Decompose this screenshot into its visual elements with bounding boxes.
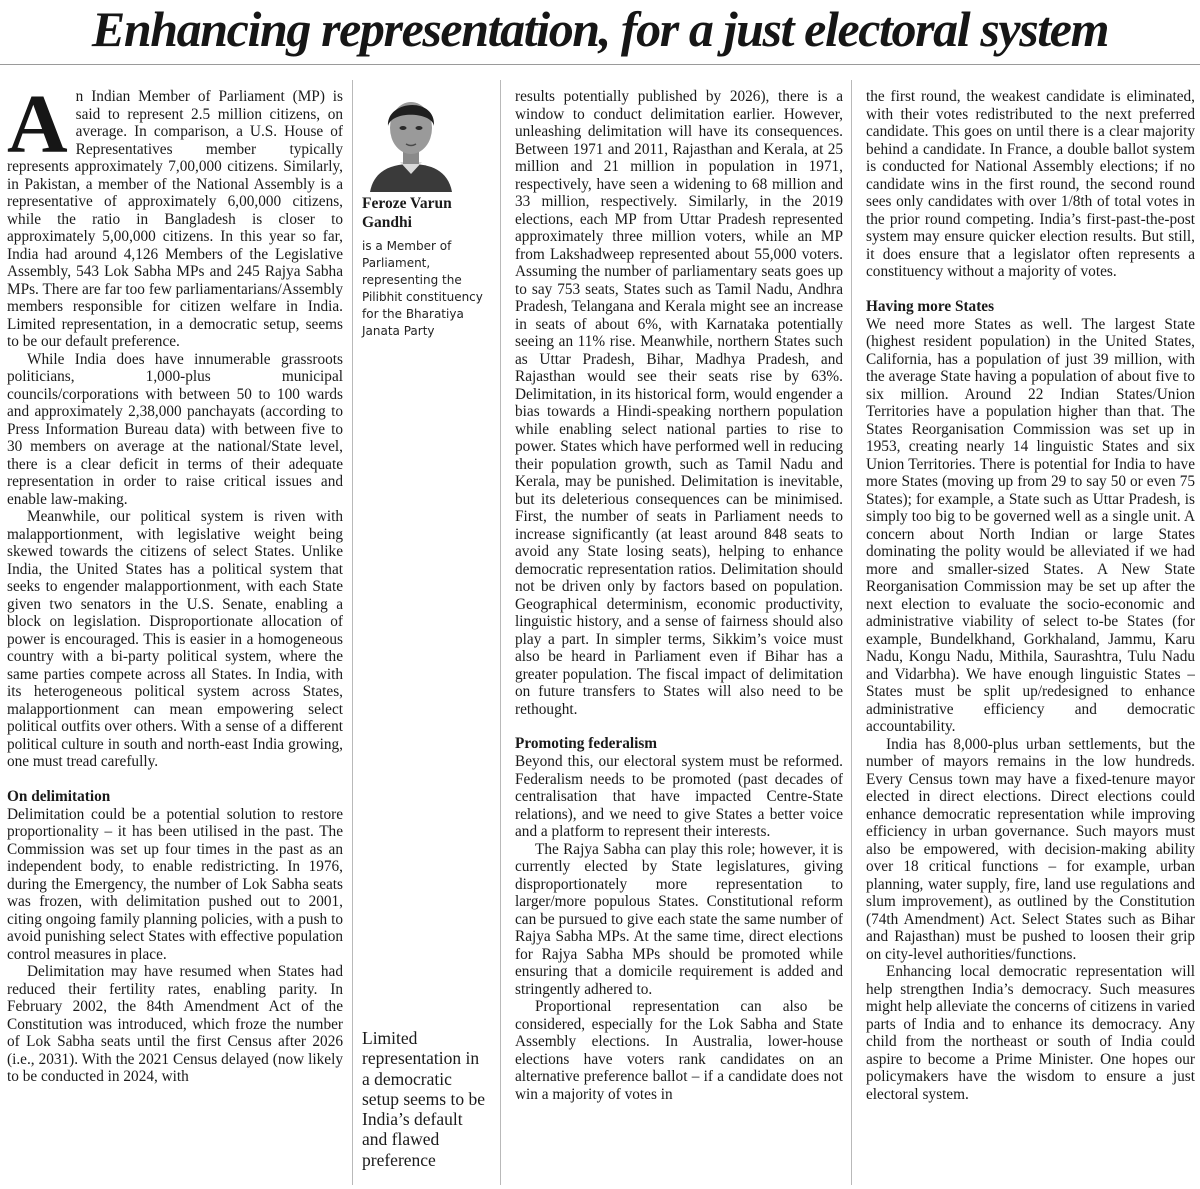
paragraph: Enhancing local democratic representation will help strengthen India’s democracy. Such measures might help alleviate the concerns of citizens in varied parts of India and to enhance its democracy. Any child from the northeast or south of India could aspire to become a Prime Minister. One hopes our policymakers have the wisdom to ensure a just electoral system. <box>866 963 1195 1103</box>
author-photo <box>362 90 460 192</box>
paragraph: results potentially published by 2026), there is a window to conduct delimitation earlier. However, unleashing delimitation will have its consequences. Between 1971 and 2011, Rajasthan and Kerala, at 25 million and 21 million in population in 1971, respectively, have seen a widening to 68 million and 33 million, respectively. Similarly, in the 2019 elections, each MP from Uttar Pradesh represented approximately three million voters, while an MP from Lakshadweep represented about 55,000 voters. Assuming the number of parliamentary seats goes up to say 753 seats, States such as Tamil Nadu, Andhra Pradesh, Telangana and Kerala might see an increase in seats of about 6%, with Karnataka potentially seeing an 11% rise. Meanwhile, northern States such as Uttar Pradesh, Bihar, Madhya Pradesh, and Rajasthan would see their seats rise by 63%. Delimitation, in its historical form, would engender a bias towards a Hindi-speaking northern population while enabling select national parties to rise to power. States which have performed well in reducing their population growth, such as Tamil Nadu and Kerala, may be punished. Delimitation is inevitable, but its deleterious consequences can be minimised. First, the number of seats in Parliament needs to increase significantly (at least around 848 seats to avoid any State losing seats), helping to enhance democratic representation ratios. Delimitation should not be driven only by factors based on population. Geographical determinism, economic productivity, linguistic history, and a sense of fairness should also play a part. In simpler terms, Sikkim’s voice must also be heard in Parliament even if Bihar has a greater population. The fiscal impact of delimitation on future transfers to States will also need to be rethought. <box>515 88 843 718</box>
dropcap: A <box>7 88 68 171</box>
article-column-4 <box>866 88 1195 1188</box>
paragraph: We need more States as well. The largest State (highest resident population) in the United States, California, has a population of just 39 million, with the average State having a population of about five to six million. Around 22 Indian States/Union Territories have a population higher than that. The States Reorganisation Commission was set up in 1953, creating nearly 14 linguistic States and six Union Territories. There is potential for India to have more States (moving up from 29 to say 50 or even 75 States); for example, a State such as Uttar Pradesh, is simply too big to be governed well as a single unit. A concern about North Indian or large States dominating the polity would be alleviated if we had more and smaller-sized States. A New State Reorganisation Commission may be set up after the next election to evaluate the socio-economic and administrative viability of select to-be States (for example, Bundelkhand, Gorkhaland, Jammu, Karu Nadu, Kongu Nadu, Mithila, Saurashtra, Tulu Nadu and Vidarbha). We have enough linguistic States – States must be split up/redesigned to enhance administrative efficiency and democratic accountability. <box>866 315 1195 735</box>
headline-rule <box>0 64 1200 65</box>
paragraph: While India does have innumerable grassroots politicians, 1,000-plus municipal councils/corporations with between 50 to 100 wards and approximately 2,38,000 panchayats (according to Press Information Bureau data) with between five to 30 members on average at the national/State level, there is a clear deficit in terms of their adequate representation in order to raise critical issues and enable law-making. <box>7 350 343 508</box>
paragraph: An Indian Member of Parliament (MP) is said to represent 2.5 million citizens, on average. In comparison, a U.S. House of Representatives member typically represents approximately 7,00,000 citizens. Similarly, in Pakistan, a member of the National Assembly is a representative of approximately 6,00,000 citizens, while the ratio in Bangladesh is closer to approximately 5,00,000 citizens. In this year so far, India had around 4,126 Members of the Legislative Assembly, 543 Lok Sabha MPs and 245 Rajya Sabha MPs. There are far too few parliamentarians/Assembly members responsible for citizen welfare in India. Limited representation, in a democratic setup, seems to be our default preference. <box>7 88 343 350</box>
paragraph: Beyond this, our electoral system must be reformed. Federalism needs to be promoted (past decades of centralisation that have impacted Centre-State relations), and we need to give States a better voice and a platform to represent their interests. <box>515 753 843 840</box>
article-column-1 <box>7 88 343 1188</box>
paragraph: Delimitation could be a potential solution to restore proportionality – it has been utilised in the past. The Commission was set up four times in the past as an independent body, to enable redistricting. In 1976, during the Emergency, the number of Lok Sabha seats was frozen, with delimitation pushed out to 2001, citing ongoing family planning policies, with a push to avoid punishing select States with effective population control measures in place. <box>7 805 343 963</box>
author-bio: is a Member of Parliament, representing the Pilibhit constituency for the Bharatiya Janata Party <box>362 239 483 338</box>
subheading: On delimitation <box>7 787 111 805</box>
headline: Enhancing representation, for a just electoral system <box>91 1 1109 57</box>
paragraph: Meanwhile, our political system is riven with malapportionment, with legislative weight being skewed towards the citizens of select States. Unlike India, the United States has a political system that seeks to engender malapportionment, with each State given two senators in the U.S. Senate, enabling a block on legislation. Disproportionate allocation of power is encouraged. This is easier in a homogeneous country with a bi-party political system, where the same parties compete across all States. In India, with its heterogeneous political system across States, malapportionment can mean empowering select political outfits over others. With a sense of a different political culture in south and north-east India growing, one must tread carefully. <box>7 508 343 770</box>
subheading: Promoting federalism <box>515 735 658 752</box>
paragraph: Delimitation may have resumed when States had reduced their fertility rates, enabling parity. In February 2002, the 84th Amendment Act of the Constitution was introduced, which froze the number of Lok Sabha seats until the first Census after 2026 (i.e., 2031). With the 2021 Census delayed (now likely to be conducted in 2024, with <box>7 963 343 1085</box>
subheading: Having more States <box>866 297 995 315</box>
paragraph: the first round, the weakest candidate is eliminated, with their votes redistributed to the next preferred candidate. This goes on until there is a clear majority behind a candidate. In France, a double ballot system is conducted for National Assembly elections; if no candidate wins in the first round, the second round sees only candidates with over 1/8th of total votes in the prior round competing. India’s first-past-the-post system may ensure quicker election results. But still, it does ensure that a legislator often represents a constituency without a majority of votes. <box>866 88 1195 280</box>
paragraph: The Rajya Sabha can play this role; however, it is currently elected by State legislatures, giving disproportionately more representation to larger/more populous States. Constitutional reform can be pursued to give each state the same number of Rajya Sabha MPs. At the same time, direct elections for Rajya Sabha MPs should be promoted while ensuring that a domicile requirement is added and stringently adhered to. <box>515 840 843 998</box>
paragraph: India has 8,000-plus urban settlements, but the number of mayors remains in the low hundreds. Every Census town may have a fixed-tenure mayor elected in direct elections. Direct elections could enhance democratic representation while improving efficiency in urban governance. Such mayors must also be empowered, with decision-making ability over 18 critical functions – for example, urban planning, water supply, fire, land use regulations and slum improvement), as outlined by the Constitution (74th Amendment) Act. Select States such as Bihar and Rajasthan) must be pushed to loosen their grip on city-level authorities/functions. <box>866 735 1195 963</box>
pull-quote: Limited representation in a democratic setup seems to be India’s default and flawed preference <box>362 1028 485 1170</box>
article-column-3 <box>515 88 843 1188</box>
column-divider <box>851 80 852 1185</box>
author-name: Feroze Varun Gandhi <box>362 195 452 231</box>
column-divider <box>500 80 501 1185</box>
column-divider <box>352 80 353 1185</box>
paragraph: Proportional representation can also be considered, especially for the Lok Sabha and State Assembly elections. In Australia, lower-house elections have voters rank candidates on an alternative preference ballot – if a candidate does not win a majority of votes in <box>515 998 843 1103</box>
